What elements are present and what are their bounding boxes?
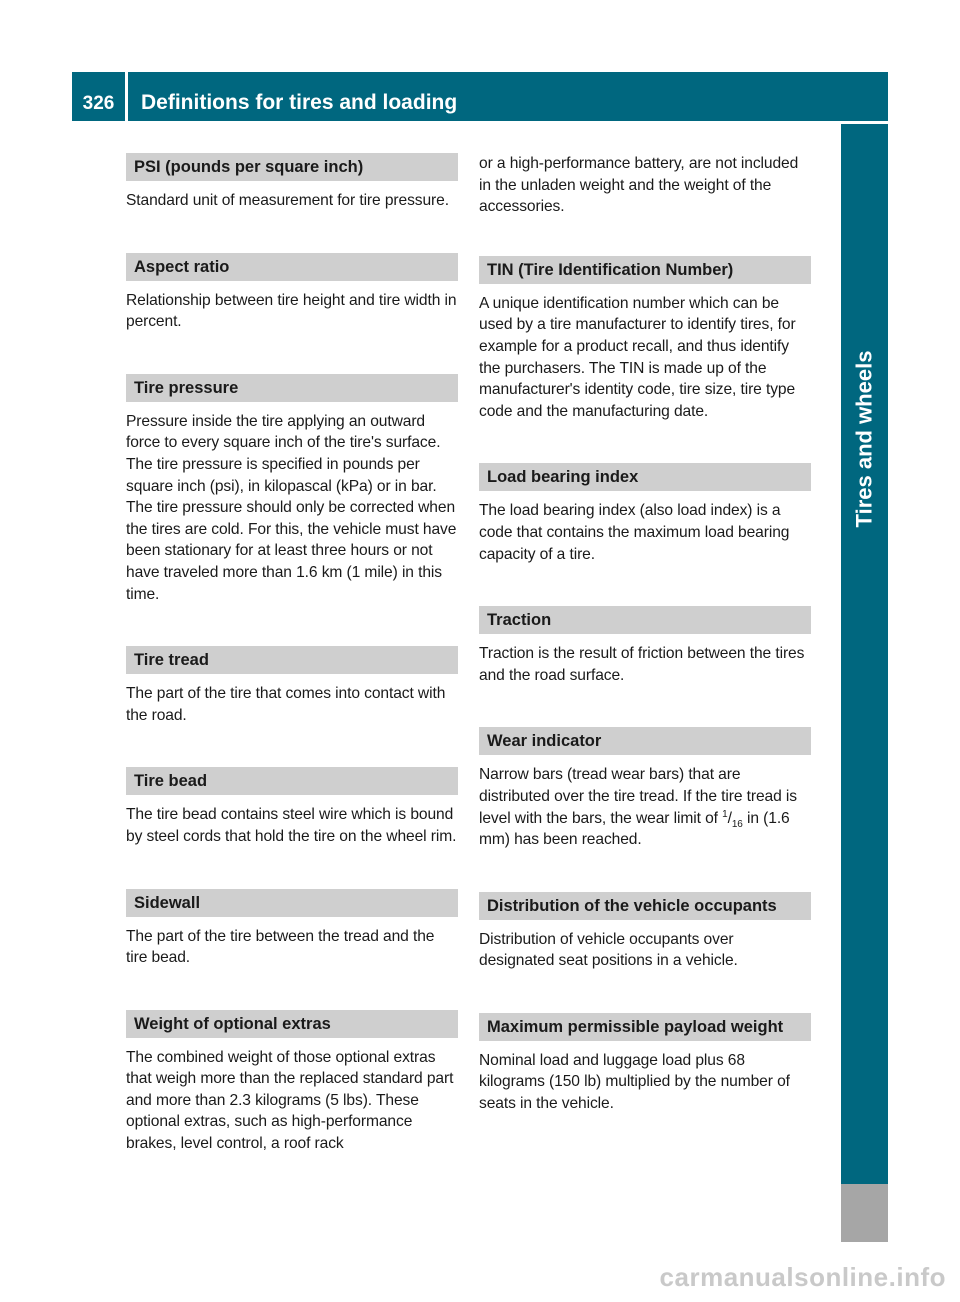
definition-heading: Load bearing index [479,463,811,491]
definition-entry [479,727,811,850]
definition-text: The combined weight of those optional extras that weigh more than the replaced standard part and more than 2.3 kilograms (5 lbs). These optional extras, such as high-performance brakes, level control, a roof rack [126,1048,454,1153]
definition-entry [479,256,811,423]
definition-entry [126,1010,458,1155]
definition-entry [126,374,458,605]
wear-text-after: in (1.6 mm) has been reached. [479,809,790,849]
definition-text: Traction is the result of friction between the tires and the road surface. [479,645,805,684]
definition-text: Pressure inside the tire applying an outward force to every square inch of the tire's surface. The tire pressure is specified in pounds per square inch (psi), in kilopascal (kPa) or in bar. The tire pressure should only be corrected when the tires are cold. For this, the vehicle must have been stationary for at least three hours or not have traveled more than 1.6 km (1 mile) in this time. [126,412,457,603]
definition-entry [126,153,458,212]
definition-heading: Tire tread [126,646,458,674]
definition-text: The part of the tire between the tread and the tire bead. [126,927,435,967]
section-side-label-wrap [841,124,888,754]
definition-heading: Distribution of the vehicle occupants [479,892,811,920]
definition-heading: Wear indicator [479,727,811,755]
definition-entry [126,889,458,969]
fraction-slash: / [727,809,732,827]
definition-heading: Maximum permissible payload weight [479,1013,811,1041]
continued-text: or a high-performance battery, are not included in the unladen weight and the weight of the accessories. [479,155,799,216]
definition-heading: PSI (pounds per square inch) [126,153,458,181]
definition-text: The load bearing index (also load index) is a code that contains the maximum load bearing capacity of a tire. [479,502,790,563]
footer-watermark: carmanualsonline.info [659,1262,946,1292]
definition-text: Nominal load and luggage load plus 68 kilograms (150 lb) multiplied by the number of seats in the vehicle. [479,1051,790,1113]
definition-heading: Sidewall [126,889,458,917]
left-column [126,153,458,1196]
thumb-index-marker [841,1184,888,1242]
definition-heading: Tire pressure [126,374,458,402]
definition-text: Distribution of vehicle occupants over designated seat positions in a vehicle. [479,930,738,970]
definition-entry [479,892,811,972]
definition-heading: Weight of optional extras [126,1010,458,1038]
definition-entry [126,646,458,726]
page-title: Definitions for tires and loading [141,91,458,114]
page-number: 326 [82,93,115,114]
definition-entry [479,606,811,686]
definition-text: The tire bead contains steel wire which is bound by steel cords that hold the tire on the wheel rim. [126,806,457,845]
definition-heading: Tire bead [126,767,458,795]
definition-entry [126,767,458,847]
wear-text-before: Narrow bars (tread wear bars) that are distributed over the tire tread. If the tire tread is level with the bars, the wear limit of [479,766,797,827]
definition-text: Standard unit of measurement for tire pressure. [126,192,449,209]
right-column [479,153,811,1156]
definition-heading: Traction [479,606,811,634]
definition-heading: TIN (Tire Identification Number) [479,256,811,284]
section-side-label: Tires and wheels [851,350,877,528]
definition-heading: Aspect ratio [126,253,458,281]
fraction-numerator: 1 [722,808,728,820]
definition-entry [126,253,458,333]
fraction-denominator: 16 [731,818,743,830]
definition-entry [479,463,811,565]
definition-text: A unique identification number which can be used by a tire manufacturer to identify tires, for example for a product recall, and thus identify the purchasers. The TIN is made up of the manufacturer's identity code, tire size, tire type code and the manufacturing date. [479,294,796,420]
definition-text: Relationship between tire height and tire width in percent. [126,291,457,331]
definition-text [479,764,811,850]
definition-text: The part of the tire that comes into contact with the road. [126,685,446,724]
header-separator [125,72,128,121]
definition-entry [479,1013,811,1115]
